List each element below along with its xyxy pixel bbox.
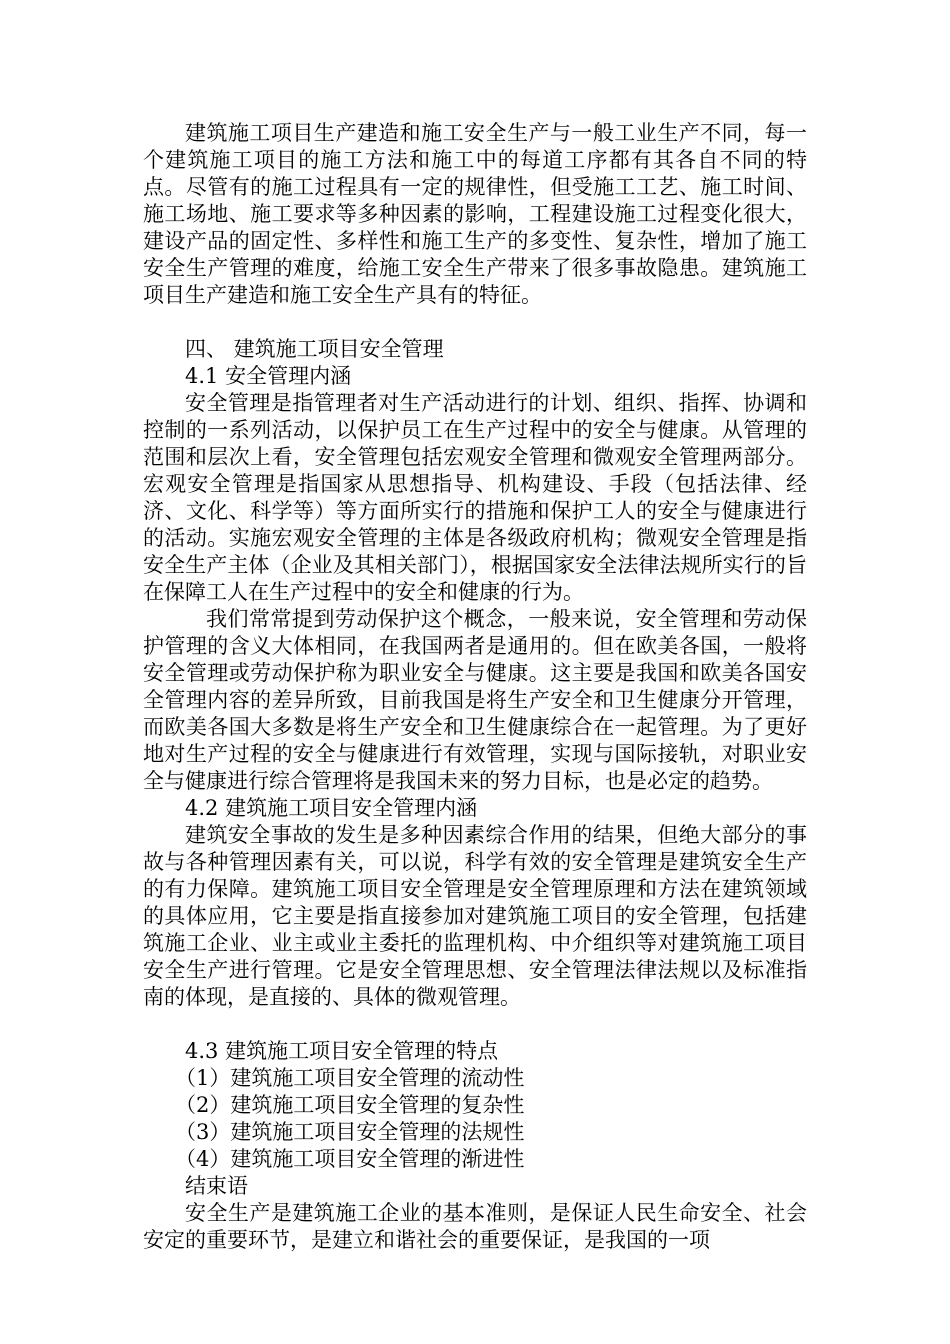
list-item: （2）建筑施工项目安全管理的复杂性 — [175, 1093, 525, 1117]
document-page — [143, 120, 807, 1254]
list-item: （4）建筑施工项目安全管理的渐进性 — [175, 1147, 525, 1171]
section-4-2-paragraph-1: 建筑安全事故的发生是多种因素综合作用的结果，但绝大部分的事故与各种管理因素有关，可以说，科学有效的安全管理是建筑安全生产的有力保障。建筑施工项目安全管理是安全管理原理和方法在建筑领域的具体应用，它主要是指直接参加对建筑施工项目的安全管理，包括建筑施工企业、业主或业主委托的监理机构、中介组织等对建筑施工项目安全生产进行管理。它是安全管理思想、安全管理法律法规以及标准指南的体现，是直接的、具体的微观管理。 — [143, 823, 807, 1009]
spacer — [143, 309, 807, 336]
list-item: （1）建筑施工项目安全管理的流动性 — [175, 1066, 525, 1090]
intro-paragraph: 建筑施工项目生产建造和施工安全生产与一般工业生产不同，每一个建筑施工项目的施工方法和施工中的每道工序都有其各自不同的特点。尽管有的施工过程具有一定的规律性，但受施工工艺、施工时间、施工场地、施工要求等多种因素的影响，工程建设施工过程变化很大，建设产品的固定性、多样性和施工生产的多变性、复杂性，增加了施工安全生产管理的难度，给施工安全生产带来了很多事故隐患。建筑施工项目生产建造和施工安全生产具有的特征。 — [143, 121, 807, 307]
conclusion-paragraph: 安全生产是建筑施工企业的基本准则，是保证人民生命安全、社会安定的重要环节，是建立和谐社会的重要保证，是我国的一项 — [143, 1201, 807, 1252]
list-item: （3）建筑施工项目安全管理的法规性 — [175, 1120, 525, 1144]
spacer — [143, 1011, 807, 1038]
section-4-1-paragraph-1: 安全管理是指管理者对生产活动进行的计划、组织、指挥、协调和控制的一系列活动，以保护员工在生产过程中的安全与健康。从管理的范围和层次上看，安全管理包括宏观安全管理和微观安全管理两部分。宏观安全管理是指国家从思想指导、机构建设、手段（包括法律、经济、文化、科学等）等方面所实行的措施和保护工人的安全与健康进行的活动。实施宏观安全管理的主体是各级政府机构；微观安全管理是指安全生产主体（企业及其相关部门），根据国家安全法律法规所实行的旨在保障工人在生产过程中的安全和健康的行为。 — [143, 391, 807, 604]
section-4-1-paragraph-2: 我们常常提到劳动保护这个概念，一般来说，安全管理和劳动保护管理的含义大体相同，在我国两者是通用的。但在欧美各国，一般将安全管理或劳动保护称为职业安全与健康。这主要是我国和欧美各国安全管理内容的差异所致，目前我国是将生产安全和卫生健康分开管理，而欧美各国大多数是将生产安全和卫生健康综合在一起管理。为了更好地对生产过程的安全与健康进行有效管理，实现与国际接轨，对职业安全与健康进行综合管理将是我国未来的努力目标，也是必定的趋势。 — [143, 607, 807, 793]
conclusion-heading: 结束语 — [185, 1174, 248, 1198]
section-4-1-heading: 4.1 安全管理内涵 — [185, 364, 352, 388]
section-4-3-heading: 4.3 建筑施工项目安全管理的特点 — [185, 1039, 499, 1063]
section-4-heading: 四、 建筑施工项目安全管理 — [185, 337, 444, 361]
section-4-2-heading: 4.2 建筑施工项目安全管理内涵 — [185, 796, 478, 820]
